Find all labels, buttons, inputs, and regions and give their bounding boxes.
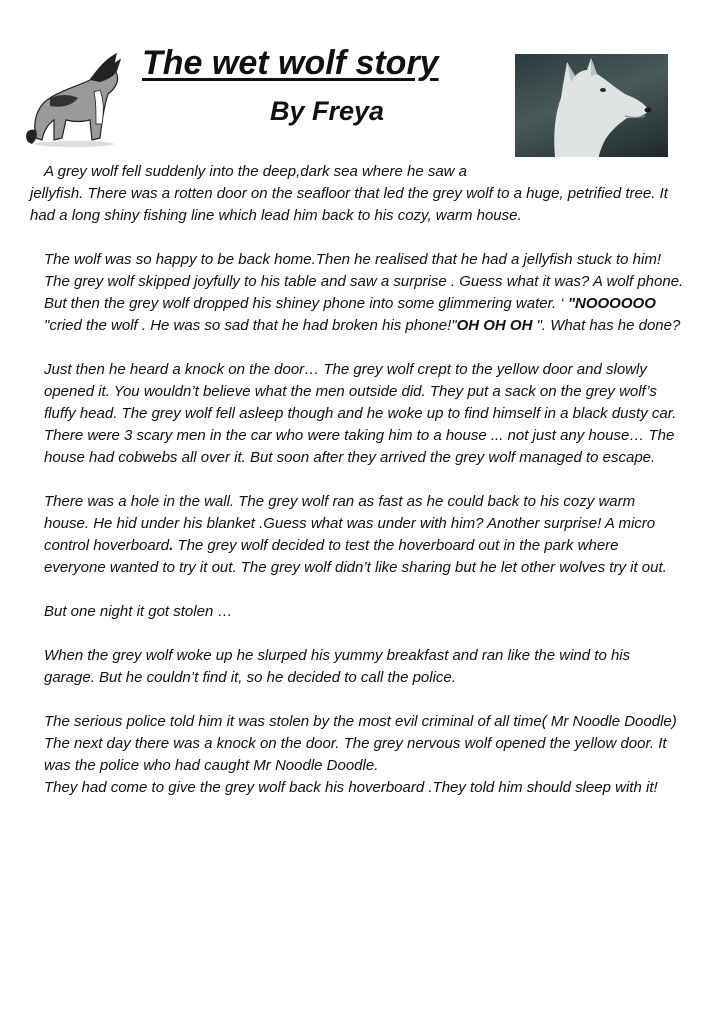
paragraph-2-text-e: ". What has he done?	[532, 317, 681, 334]
paragraph-1-continuation: jellyfish. There was a rotten door on the seafloor that led the grey wolf to a huge, petrified tree. It had a long shiny fishing line which lead him back to his cozy, warm house.	[30, 185, 668, 224]
paragraph-1-first-line: A grey wolf fell suddenly into the deep,dark sea where he saw a	[44, 163, 468, 180]
story-paragraph-1	[30, 161, 684, 227]
paragraph-2-oh-oh-oh: OH OH OH	[456, 317, 533, 334]
story-paragraph-4: There were 3 scary men in the car who were taking him to a house ... not just any house… The house had cobwebs all over it. But soon after they arrived the grey wolf managed to escape.	[44, 427, 675, 466]
white-wolf-photo-icon	[515, 54, 668, 157]
story-paragraph-7: When the grey wolf woke up he slurped his yummy breakfast and ran like the wind to his garage. But he couldn’t find it, so he decided to call the police.	[44, 647, 631, 686]
story-body	[30, 161, 684, 821]
author-byline: By Freya	[270, 96, 385, 126]
story-paragraph-9: They had come to give the grey wolf back his hoverboard .They told him should sleep with it!	[44, 779, 658, 796]
paragraph-5-text-a: There was a hole in the wall. The grey wolf ran as fast as he could back to his cozy warm house. He hid under his blanket .Guess what was under with him? Another surprise! A micro control hoverboard	[44, 493, 656, 554]
paragraph-2-text-a: The wolf was so happy to be back home.Then he realised that he had a jellyfish stuck to him! The grey wolf skipped joyfully to his table and saw a surprise . Guess what it was? A wolf phone. But then the grey wolf dropped his shiney phone into some glimmering water. ‘	[44, 251, 684, 312]
paragraph-5-text-c: The grey wolf decided to test the hoverboard out in the park where everyone wanted to try it out. The grey wolf didn’t like sharing but he let other wolves try it out.	[44, 537, 667, 576]
story-paragraph-2	[44, 249, 684, 337]
paragraph-2-shout: "NOOOOOO	[567, 295, 656, 312]
howling-wolf-drawing-icon	[16, 50, 132, 150]
story-paragraph-8: The serious police told him it was stolen by the most evil criminal of all time( Mr Noodle Doodle) The next day there was a knock on the door. The grey nervous wolf opened the yellow door. It was the police who had caught Mr Noodle Doodle.	[44, 713, 677, 774]
story-paragraph-3: Just then he heard a knock on the door… The grey wolf crept to the yellow door and slowly opened it. You wouldn’t believe what the men outside did. They put a sack on the grey wolf’s fluffy head. The grey wolf fell asleep though and he woke up to find himself in a black dusty car.	[44, 361, 677, 422]
paragraph-2-text-c: "cried the wolf . He was so sad that he had broken his phone!"	[44, 317, 457, 334]
story-paragraph-6: But one night it got stolen …	[44, 603, 233, 620]
story-paragraph-5	[44, 491, 684, 579]
paragraph-5-bold-period: .	[169, 537, 174, 554]
page-title: The wet wolf story	[142, 44, 439, 82]
